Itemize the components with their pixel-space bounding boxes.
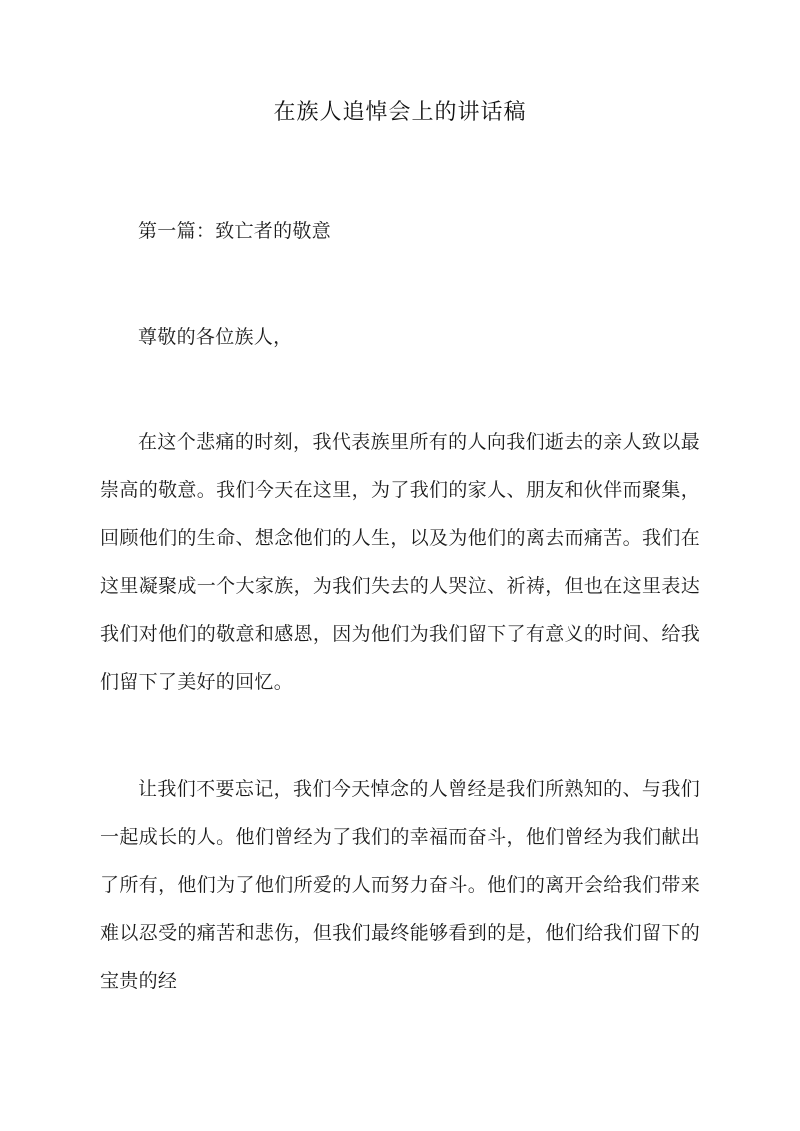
body-paragraph-1: 在这个悲痛的时刻，我代表族里所有的人向我们逝去的亲人致以最崇高的敬意。我们今天在这里，为了我们的家人、朋友和伙伴而聚集，回顾他们的生命、想念他们的人生，以及为他们的离去而痛苦。我们在这里凝聚成一个大家族，为我们失去的人哭泣、祈祷，但也在这里表达我们对他们的敬意和感恩，因为他们为我们留下了有意义的时间、给我们留下了美好的回忆。 [100, 431, 700, 693]
document-title: 在族人追悼会上的讲话稿 [273, 100, 527, 125]
salutation: 尊敬的各位族人， [138, 326, 293, 348]
body-paragraph-2: 让我们不要忘记，我们今天悼念的人曾经是我们所熟知的、与我们一起成长的人。他们曾经为了我们的幸福而奋斗，他们曾经为我们献出了所有，他们为了他们所爱的人而努力奋斗。他们的离开会给我们带来难以忍受的痛苦和悲伤，但我们最终能够看到的是，他们给我们留下的宝贵的经 [100, 778, 700, 992]
section-heading: 第一篇：致亡者的敬意 [138, 220, 332, 242]
